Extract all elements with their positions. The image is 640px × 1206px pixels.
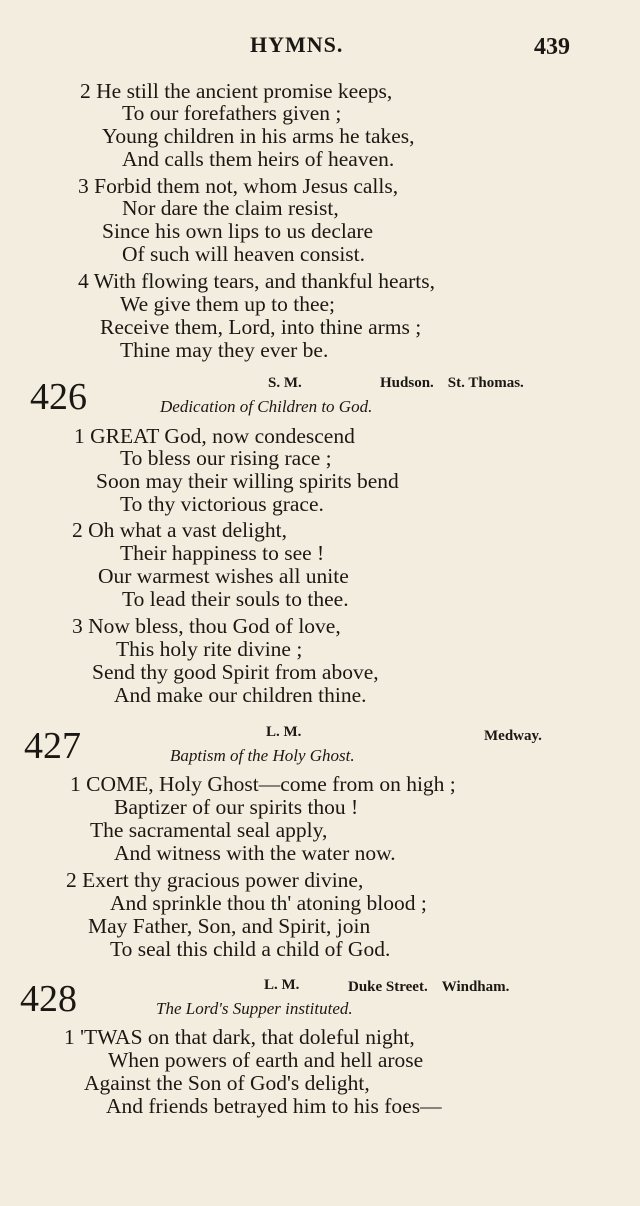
verse-line: Receive them, Lord, into thine arms ; bbox=[100, 315, 422, 339]
verse-number: 3 bbox=[78, 174, 89, 198]
hymn-title: The Lord's Supper instituted. bbox=[156, 999, 353, 1018]
verse-line: Our warmest wishes all unite bbox=[98, 564, 349, 588]
running-header: HYMNS. bbox=[250, 32, 344, 57]
verse-line: 3 Forbid them not, whom Jesus calls, bbox=[78, 174, 399, 198]
verse-line: 3 Now bless, thou God of love, bbox=[72, 614, 341, 638]
verse-line: And witness with the water now. bbox=[114, 841, 396, 865]
verse-number: 2 bbox=[72, 518, 83, 542]
hymn-number: 428 bbox=[20, 978, 77, 1020]
verse-line: To seal this child a child of God. bbox=[110, 937, 391, 961]
verse-number: 2 bbox=[80, 79, 91, 103]
verse-line: To thy victorious grace. bbox=[120, 492, 324, 516]
tune-name: Duke Street. bbox=[348, 979, 428, 995]
tune-name: Windham. bbox=[441, 979, 510, 995]
hymn-title: Baptism of the Holy Ghost. bbox=[170, 746, 355, 765]
verse-number: 1 bbox=[70, 772, 81, 796]
tune-names bbox=[348, 979, 509, 996]
meter: L. M. bbox=[264, 977, 300, 993]
verse-line: To our forefathers given ; bbox=[122, 101, 342, 125]
hymn-number: 427 bbox=[24, 725, 81, 767]
verse-line: Soon may their willing spirits bend bbox=[96, 469, 399, 493]
verse-number: 2 bbox=[66, 868, 77, 892]
tune-name: Medway. bbox=[484, 728, 542, 744]
verse-line: 2 He still the ancient promise keeps, bbox=[80, 79, 393, 103]
verse-line: Young children in his arms he takes, bbox=[102, 124, 415, 148]
verse-line: Since his own lips to us declare bbox=[102, 219, 374, 243]
verse-line: And calls them heirs of heaven. bbox=[122, 147, 395, 171]
verse-line: Send thy good Spirit from above, bbox=[92, 660, 379, 684]
verse-line: Their happiness to see ! bbox=[120, 541, 325, 565]
verse-line: And make our children thine. bbox=[114, 683, 367, 707]
page-number: 439 bbox=[534, 34, 570, 60]
verse-line: And sprinkle thou th' atoning blood ; bbox=[110, 891, 427, 915]
verse-number: 3 bbox=[72, 614, 83, 638]
verse-line: The sacramental seal apply, bbox=[90, 818, 328, 842]
verse-line: Against the Son of God's delight, bbox=[84, 1071, 370, 1095]
verse-line: We give them up to thee; bbox=[120, 292, 335, 316]
tune-names bbox=[484, 728, 542, 745]
verse-line: 2 Exert thy gracious power divine, bbox=[66, 868, 364, 892]
verse-number: 4 bbox=[78, 269, 89, 293]
meter: L. M. bbox=[266, 724, 302, 740]
tune-name: St. Thomas. bbox=[447, 375, 524, 391]
hymn-title: Dedication of Children to God. bbox=[160, 397, 373, 416]
verse-line: 1 COME, Holy Ghost—come from on high ; bbox=[70, 772, 456, 796]
verse-line: 4 With flowing tears, and thankful hearts, bbox=[78, 269, 435, 293]
verse-line: 1 'TWAS on that dark, that doleful night, bbox=[64, 1025, 415, 1049]
verse-line: This holy rite divine ; bbox=[116, 637, 303, 661]
hymn-number: 426 bbox=[30, 376, 87, 418]
tune-name: Hudson. bbox=[380, 375, 434, 391]
verse-line: To lead their souls to thee. bbox=[122, 587, 349, 611]
verse-line: 2 Oh what a vast delight, bbox=[72, 518, 287, 542]
verse-line: Baptizer of our spirits thou ! bbox=[114, 795, 359, 819]
meter: S. M. bbox=[268, 375, 302, 391]
verse-line: Nor dare the claim resist, bbox=[122, 196, 339, 220]
verse-line: May Father, Son, and Spirit, join bbox=[88, 914, 371, 938]
verse-number: 1 bbox=[64, 1025, 75, 1049]
verse-line: And friends betrayed him to his foes— bbox=[106, 1094, 442, 1118]
verse-line: Thine may they ever be. bbox=[120, 338, 329, 362]
verse-line: To bless our rising race ; bbox=[120, 446, 332, 470]
tune-names bbox=[380, 375, 524, 392]
verse-line: When powers of earth and hell arose bbox=[108, 1048, 424, 1072]
verse-line: 1 GREAT God, now condescend bbox=[74, 424, 355, 448]
verse-line: Of such will heaven consist. bbox=[122, 242, 366, 266]
verse-number: 1 bbox=[74, 424, 85, 448]
